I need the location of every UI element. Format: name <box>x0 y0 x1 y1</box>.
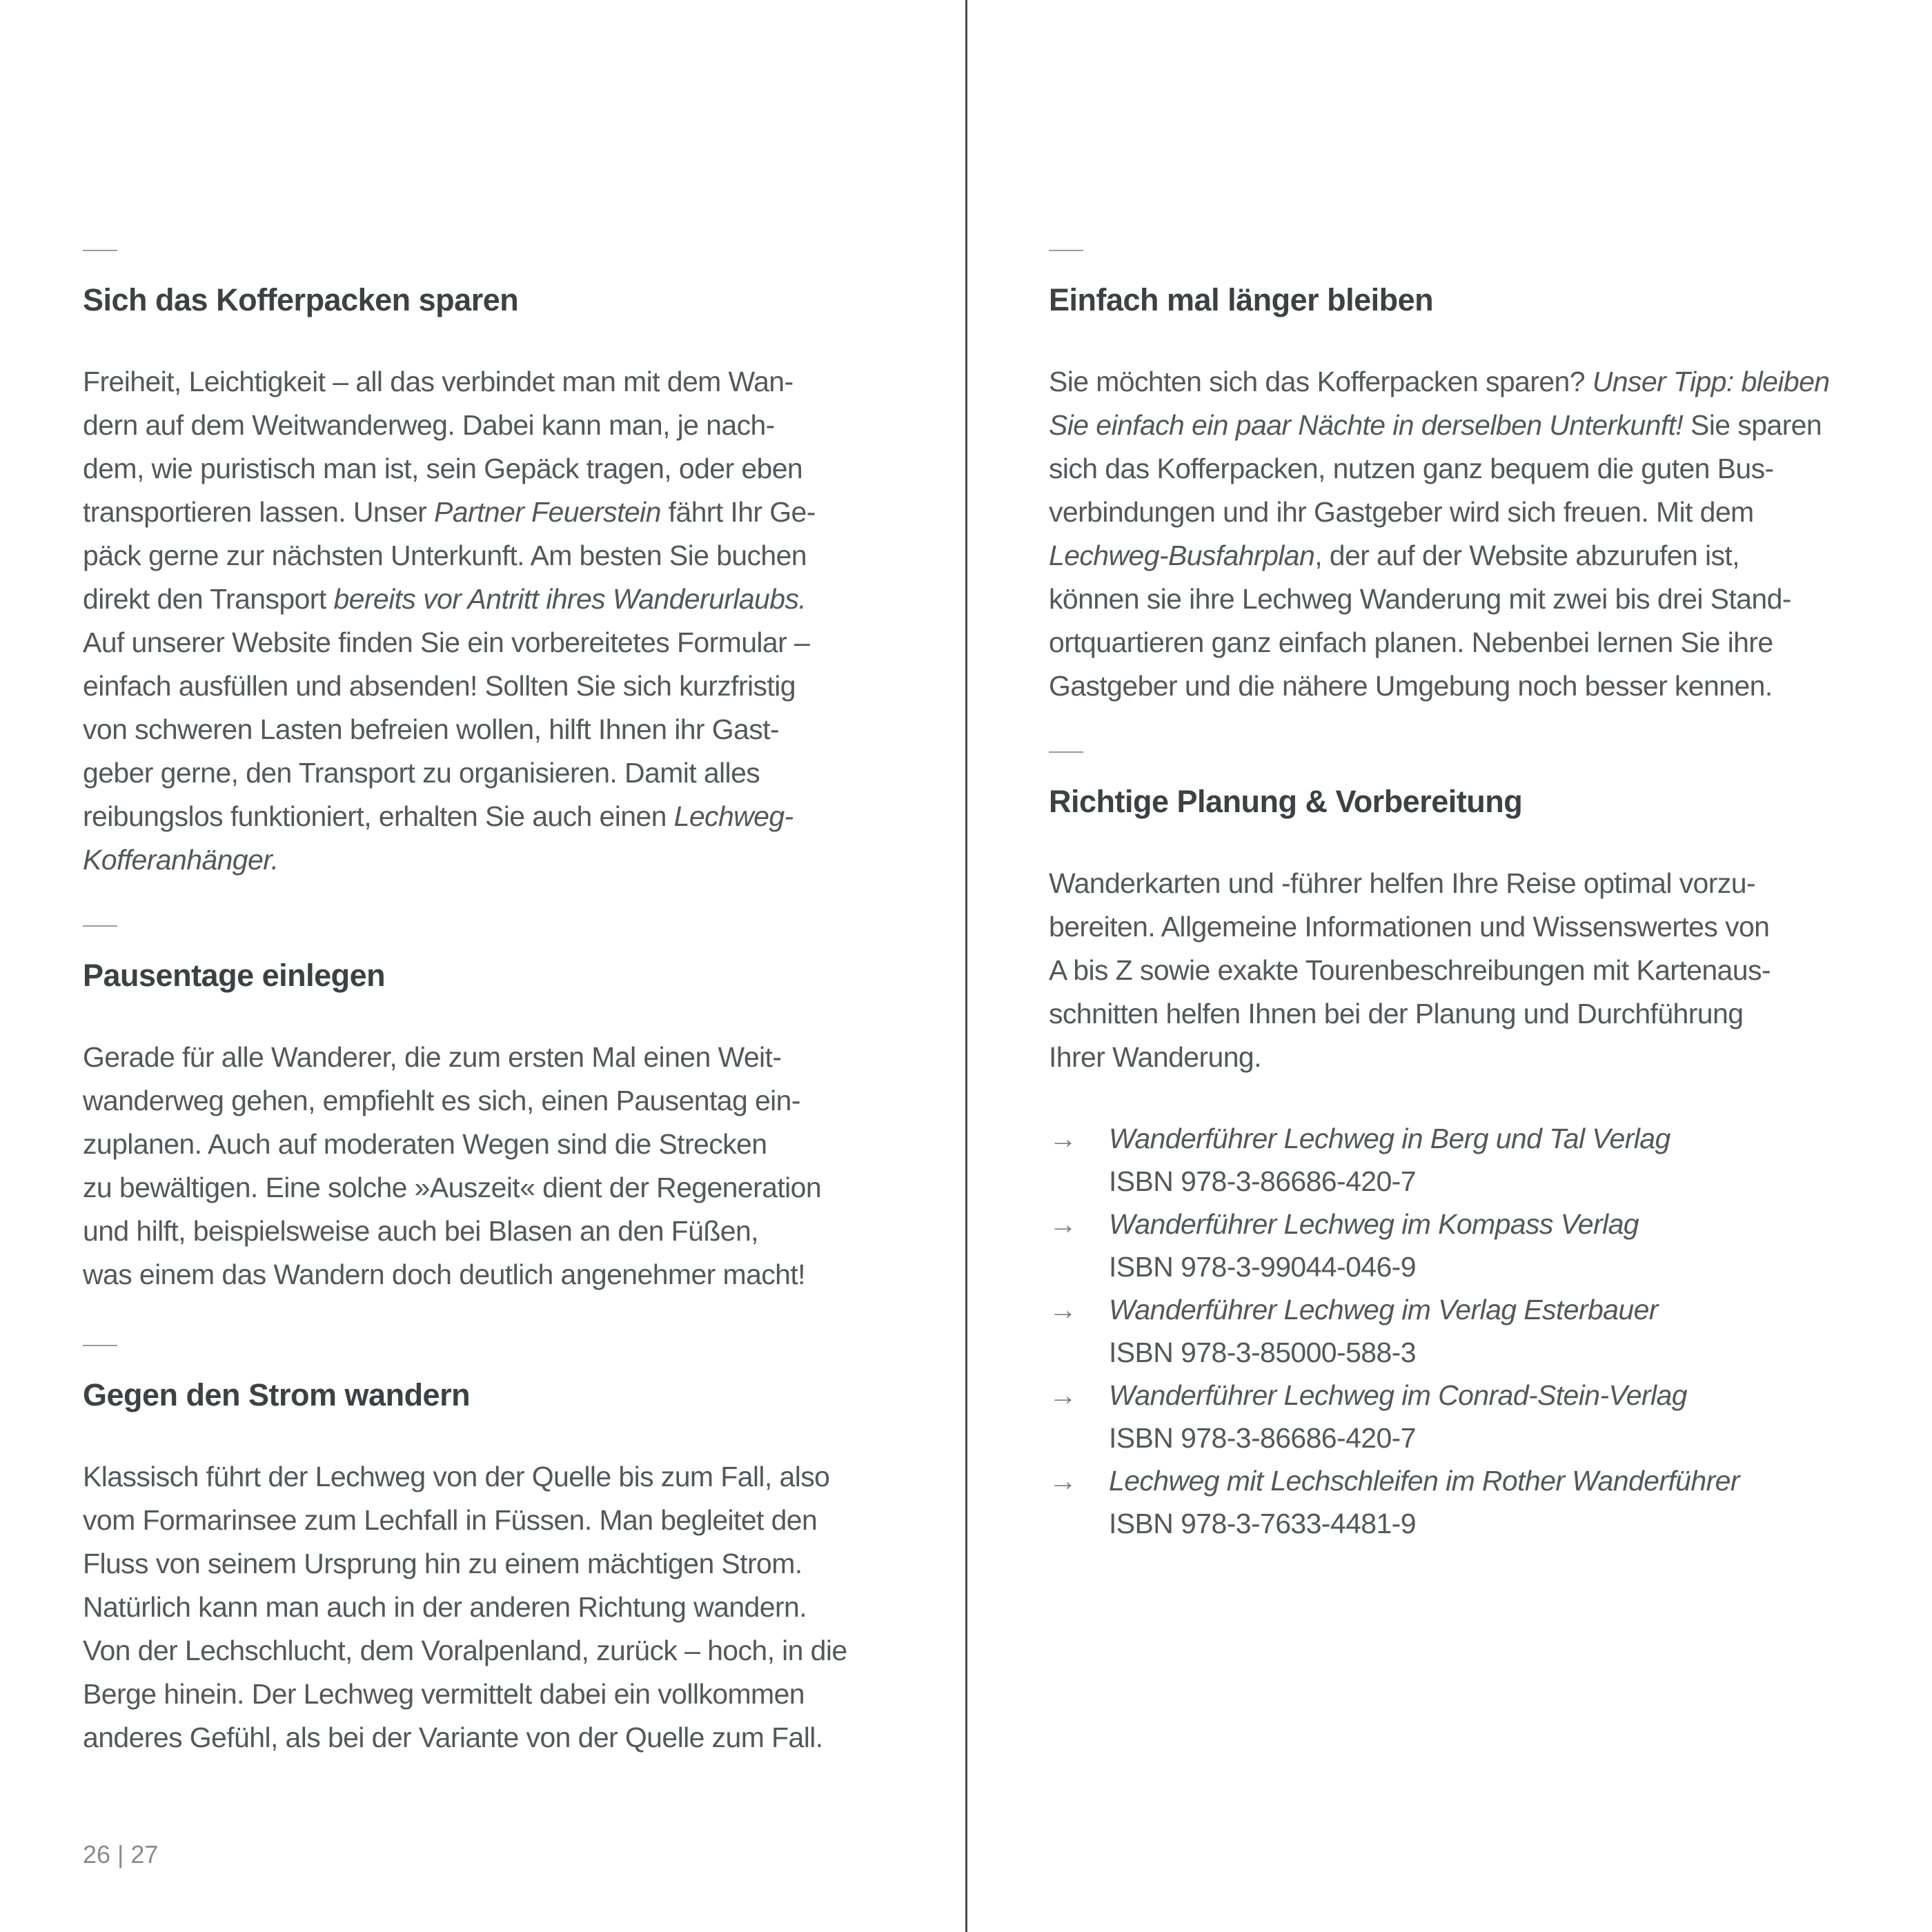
text-line: direkt den Transport bereits vor Antritt ihres Wanderurlaubs. <box>83 583 807 615</box>
column-left <box>83 0 897 1759</box>
book-title: Wanderführer Lechweg im Verlag Esterbauer <box>1109 1294 1658 1325</box>
section-rule <box>1049 250 1083 251</box>
arrow-right-icon: → <box>1049 1465 1077 1497</box>
book-title: Lechweg mit Lechschleifen im Rother Wanderführer <box>1109 1465 1739 1497</box>
text-line: dern auf dem Weitwanderweg. Dabei kann man, je nach- <box>83 409 775 441</box>
text-line: reibungslos funktioniert, erhalten Sie auch einen Lechweg- <box>83 800 793 832</box>
text-line: Sie möchten sich das Kofferpacken sparen? Unser Tipp: bleiben <box>1049 366 1830 397</box>
section-heading-laenger-bleiben: Einfach mal länger bleiben <box>1049 282 1434 317</box>
text-line: und hilft, beispielsweise auch bei Blasen an den Füßen, <box>83 1215 758 1247</box>
text-line: A bis Z sowie exakte Tourenbeschreibungen mit Kartenaus- <box>1049 954 1771 986</box>
text-line: Gerade für alle Wanderer, die zum ersten Mal einen Weit- <box>83 1041 782 1073</box>
book-text <box>1109 1117 1863 1203</box>
text-line: schnitten helfen Ihnen bei der Planung und Durchführung <box>1049 998 1744 1029</box>
column-divider-line <box>965 0 967 1932</box>
body-paragraph <box>1049 862 1863 1079</box>
text-line: zuplanen. Auch auf moderaten Wegen sind die Strecken <box>83 1128 767 1160</box>
text-line: Natürlich kann man auch in der anderen Richtung wandern. <box>83 1591 807 1623</box>
arrow-right-icon: → <box>1049 1294 1077 1325</box>
text-line: Klassisch führt der Lechweg von der Quelle bis zum Fall, also <box>83 1461 830 1492</box>
section-rule <box>83 925 117 927</box>
text-line: von schweren Lasten befreien wollen, hilft Ihnen ihr Gast- <box>83 713 779 745</box>
text-line: geber gerne, den Transport zu organisieren. Damit alles <box>83 757 760 789</box>
text-line: transportieren lassen. Unser Partner Feuerstein fährt Ihr Ge- <box>83 496 816 528</box>
book-list-item <box>1049 1459 1863 1545</box>
book-list <box>1049 1117 1863 1545</box>
section-heading-gegen-den-strom: Gegen den Strom wandern <box>83 1377 471 1412</box>
text-line: was einem das Wandern doch deutlich angenehmer macht! <box>83 1259 805 1290</box>
section-rule <box>1049 751 1083 753</box>
body-paragraph <box>83 1455 897 1759</box>
text-line: päck gerne zur nächsten Unterkunft. Am besten Sie buchen <box>83 540 807 571</box>
text-line: vom Formarinsee zum Lechfall in Füssen. Man begleitet den <box>83 1504 818 1536</box>
text-line: dem, wie puristisch man ist, sein Gepäck tragen, oder eben <box>83 453 803 484</box>
book-text <box>1109 1459 1863 1545</box>
book-isbn: ISBN 978-3-86686-420-7 <box>1109 1422 1416 1454</box>
book-isbn: ISBN 978-3-99044-046-9 <box>1109 1251 1416 1283</box>
book-text <box>1109 1203 1863 1288</box>
text-line: sich das Kofferpacken, nutzen ganz bequem die guten Bus- <box>1049 453 1774 484</box>
text-line: bereiten. Allgemeine Informationen und Wissenswertes von <box>1049 911 1770 943</box>
book-title: Wanderführer Lechweg im Kompass Verlag <box>1109 1208 1639 1240</box>
book-title: Wanderführer Lechweg im Conrad-Stein-Verlag <box>1109 1379 1687 1411</box>
book-title: Wanderführer Lechweg in Berg und Tal Verlag <box>1109 1123 1670 1154</box>
book-isbn: ISBN 978-3-86686-420-7 <box>1109 1165 1416 1197</box>
section-heading-kofferpacken: Sich das Kofferpacken sparen <box>83 282 519 317</box>
book-text <box>1109 1374 1863 1459</box>
text-line: verbindungen und ihr Gastgeber wird sich freuen. Mit dem <box>1049 496 1754 528</box>
text-line: wanderweg gehen, empfiehlt es sich, einen Pausentag ein- <box>83 1085 800 1116</box>
arrow-right-icon: → <box>1049 1208 1077 1240</box>
body-paragraph <box>1049 360 1863 708</box>
book-list-item <box>1049 1203 1863 1288</box>
text-line: Ihrer Wanderung. <box>1049 1041 1261 1073</box>
section-heading-planung-vorbereitung: Richtige Planung & Vorbereitung <box>1049 784 1523 819</box>
text-line: ortquartieren ganz einfach planen. Nebenbei lernen Sie ihre <box>1049 627 1773 658</box>
section-rule <box>83 1345 117 1346</box>
book-text <box>1109 1288 1863 1374</box>
section-rule <box>83 250 117 251</box>
book-list-item <box>1049 1288 1863 1374</box>
arrow-right-icon: → <box>1049 1379 1077 1411</box>
text-line: Auf unserer Website finden Sie ein vorbereitetes Formular – <box>83 627 810 658</box>
text-line: zu bewältigen. Eine solche »Auszeit« dient der Regeneration <box>83 1172 822 1203</box>
book-isbn: ISBN 978-3-7633-4481-9 <box>1109 1508 1416 1539</box>
section-heading-pausentage: Pausentage einlegen <box>83 958 386 993</box>
body-paragraph <box>83 360 897 882</box>
text-line: Lechweg-Busfahrplan, der auf der Website abzurufen ist, <box>1049 540 1739 571</box>
arrow-right-icon: → <box>1049 1123 1077 1154</box>
text-line: Berge hinein. Der Lechweg vermittelt dabei ein vollkommen <box>83 1678 805 1710</box>
book-list-item <box>1049 1117 1863 1203</box>
text-line: Wanderkarten und -führer helfen Ihre Reise optimal vorzu- <box>1049 867 1755 899</box>
book-list-item <box>1049 1374 1863 1459</box>
text-line: Gastgeber und die nähere Umgebung noch besser kennen. <box>1049 670 1773 702</box>
text-line: können sie ihre Lechweg Wanderung mit zwei bis drei Stand- <box>1049 583 1791 615</box>
text-line: Sie einfach ein paar Nächte in derselben Unterkunft! Sie sparen <box>1049 409 1822 441</box>
text-line: Von der Lechschlucht, dem Voralpenland, zurück – hoch, in die <box>83 1635 847 1666</box>
text-line: einfach ausfüllen und absenden! Sollten Sie sich kurzfristig <box>83 670 796 702</box>
body-paragraph <box>83 1036 897 1297</box>
text-line: anderes Gefühl, als bei der Variante von der Quelle zum Fall. <box>83 1722 823 1753</box>
column-right <box>1049 0 1863 1545</box>
text-line: Kofferanhänger. <box>83 844 279 876</box>
text-line: Freiheit, Leichtigkeit – all das verbindet man mit dem Wan- <box>83 366 793 397</box>
page-number: 26 | 27 <box>83 1840 159 1869</box>
book-isbn: ISBN 978-3-85000-588-3 <box>1109 1337 1416 1368</box>
text-line: Fluss von seinem Ursprung hin zu einem mächtigen Strom. <box>83 1548 802 1579</box>
